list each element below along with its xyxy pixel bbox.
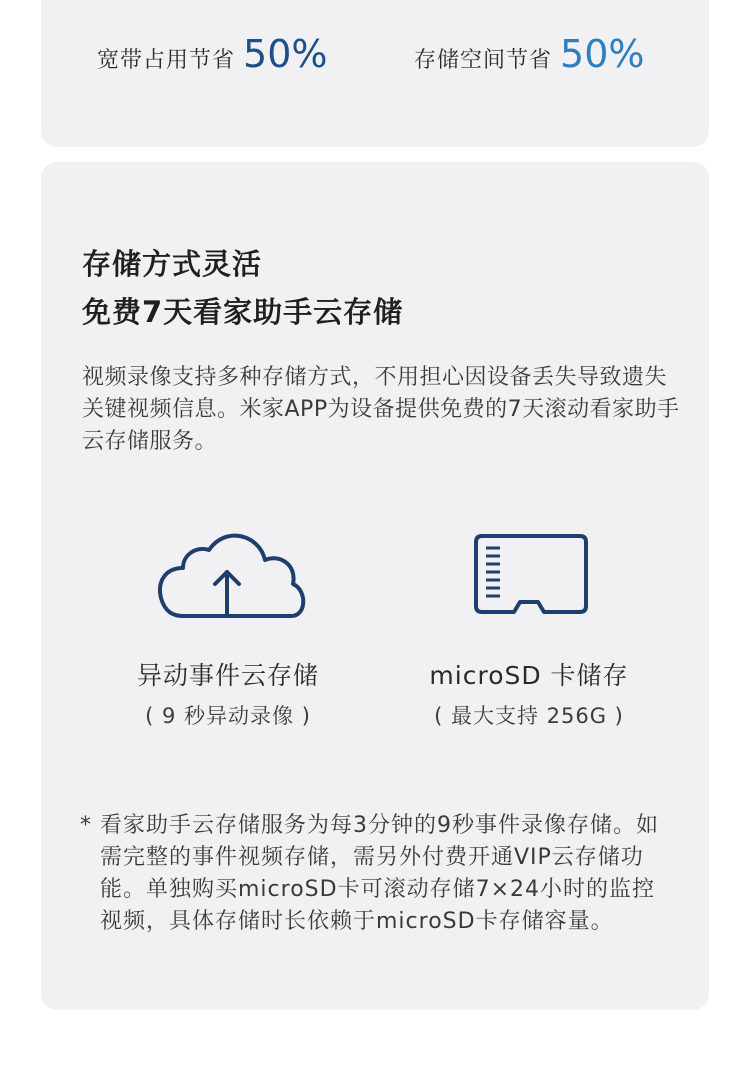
section-description: 视频录像支持多种存储方式，不用担心因设备丢失导致遗失关键视频信息。米家APP为设备提供免费的7天滚动看家助手云存储服务。 — [82, 365, 680, 454]
footnote-text: 看家助手云存储服务为每3分钟的9秒事件录像存储。如需完整的事件视频存储，需另外付费开通VIP云存储功能。单独购买microSD卡可滚动存储7×24小时的监控视频，具体存储时长依赖于microSD卡存储容量。 — [100, 813, 659, 934]
bandwidth-savings-value: 50% — [243, 32, 328, 76]
microsd-card-icon — [464, 520, 594, 620]
cloud-upload-icon — [143, 520, 313, 620]
storage-savings-value: 50% — [560, 32, 645, 76]
microsd-storage-feature — [399, 520, 659, 728]
bandwidth-savings-stat — [97, 32, 327, 76]
cloud-storage-title: 异动事件云存储 — [136, 661, 319, 690]
storage-savings-stat — [414, 32, 644, 76]
microsd-storage-title: microSD 卡储存 — [429, 661, 629, 690]
footnote-marker: * — [80, 813, 91, 838]
storage-savings-label: 存储空间节省 — [414, 48, 553, 73]
section-heading: 存储方式灵活 — [82, 247, 263, 281]
bandwidth-savings-label: 宽带占用节省 — [97, 48, 236, 73]
cloud-storage-subtitle: ( 9 秒异动录像 ) — [145, 704, 311, 728]
section-subheading: 免费7天看家助手云存储 — [82, 295, 404, 329]
microsd-storage-subtitle: ( 最大支持 256G ) — [434, 704, 624, 728]
cloud-storage-feature — [98, 520, 358, 728]
